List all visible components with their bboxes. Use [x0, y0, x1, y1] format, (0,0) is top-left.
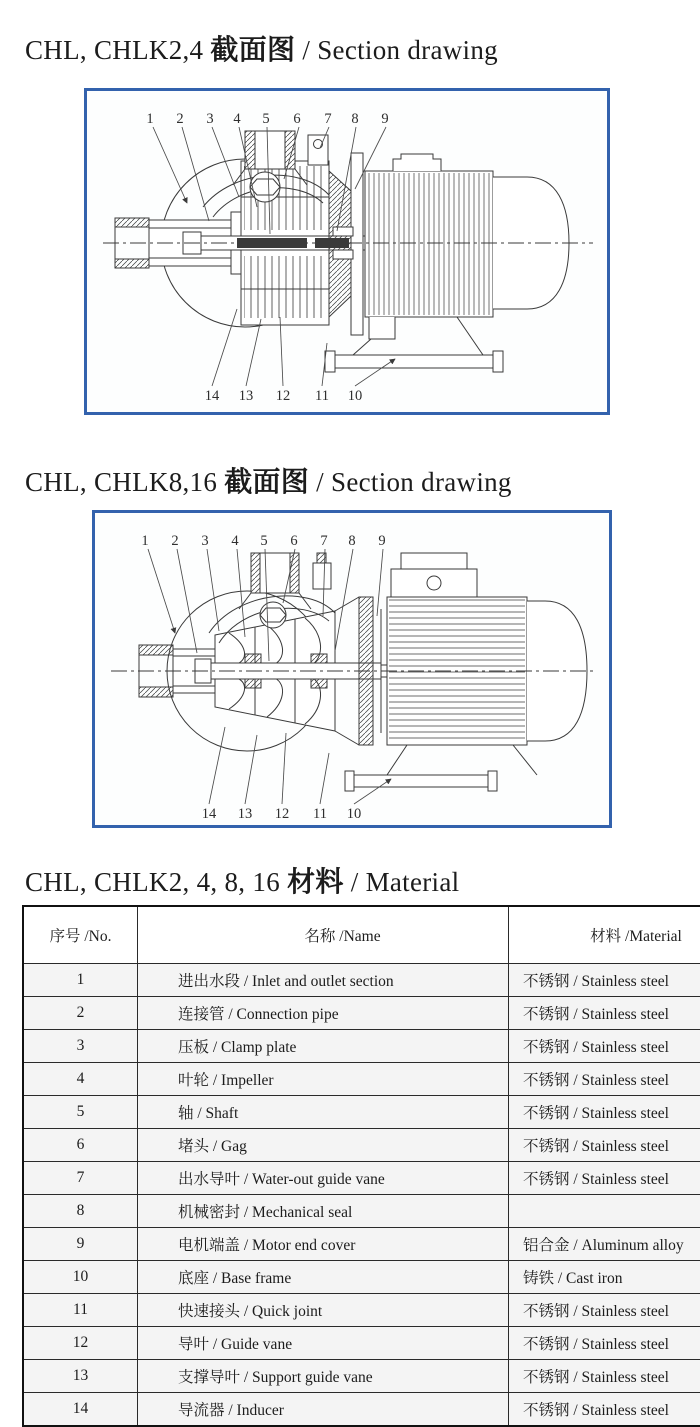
cell-name: 底座 / Base frame	[138, 1261, 509, 1294]
cell-name: 支撑导叶 / Support guide vane	[138, 1360, 509, 1393]
cell-name: 出水导叶 / Water-out guide vane	[138, 1162, 509, 1195]
cell-name: 压板 / Clamp plate	[138, 1030, 509, 1063]
callout-label: 10	[347, 806, 362, 822]
title-model-text: CHL, CHLK2, 4, 8, 16	[25, 867, 287, 897]
callout-label: 14	[202, 806, 217, 822]
title-en-text: / Section drawing	[309, 467, 512, 497]
section-title-material	[25, 860, 459, 900]
cell-no: 14	[23, 1393, 138, 1427]
callout-label: 4	[233, 111, 241, 127]
callout-label: 13	[239, 388, 254, 404]
title-model-text: CHL, CHLK2,4	[25, 35, 210, 65]
title-cjk-text: 截面图	[224, 467, 309, 498]
header-name: 名称 /Name	[138, 906, 509, 964]
table-row	[23, 1360, 700, 1393]
callout-label: 6	[290, 533, 297, 549]
table-row	[23, 1261, 700, 1294]
table-row	[23, 1228, 700, 1261]
header-no: 序号 /No.	[23, 906, 138, 964]
cell-material: 不锈钢 / Stainless steel	[509, 1294, 700, 1327]
callout-label: 1	[146, 111, 153, 127]
callout-label: 7	[320, 533, 327, 549]
drawing-frame-chl816	[92, 510, 612, 828]
cell-name: 快速接头 / Quick joint	[138, 1294, 509, 1327]
callout-label: 11	[313, 806, 327, 822]
cell-no: 8	[23, 1195, 138, 1228]
table-row	[23, 1063, 700, 1096]
cell-no: 5	[23, 1096, 138, 1129]
cell-material: 不锈钢 / Stainless steel	[509, 997, 700, 1030]
cell-material: 不锈钢 / Stainless steel	[509, 1393, 700, 1427]
cell-no: 7	[23, 1162, 138, 1195]
callout-label: 10	[348, 388, 363, 404]
cell-name: 堵头 / Gag	[138, 1129, 509, 1162]
cell-material: 不锈钢 / Stainless steel	[509, 964, 700, 997]
cell-no: 3	[23, 1030, 138, 1063]
material-table-body	[23, 964, 700, 1427]
callout-label: 11	[315, 388, 329, 404]
cell-material: 不锈钢 / Stainless steel	[509, 1030, 700, 1063]
section-title-chl816	[25, 460, 512, 500]
callout-label: 2	[176, 111, 183, 127]
callout-label: 5	[262, 111, 269, 127]
table-row	[23, 997, 700, 1030]
cell-name: 导叶 / Guide vane	[138, 1327, 509, 1360]
pump-head-outline	[115, 131, 383, 335]
table-row	[23, 1129, 700, 1162]
cell-no: 6	[23, 1129, 138, 1162]
callout-label: 13	[238, 806, 253, 822]
table-row	[23, 1393, 700, 1427]
callout-label: 12	[275, 806, 290, 822]
header-material: 材料 /Material	[509, 906, 700, 964]
cell-material: 不锈钢 / Stainless steel	[509, 1063, 700, 1096]
cell-material: 铝合金 / Aluminum alloy	[509, 1228, 700, 1261]
cell-name: 导流器 / Inducer	[138, 1393, 509, 1427]
cell-material	[509, 1195, 700, 1228]
cell-no: 1	[23, 964, 138, 997]
cell-name: 连接管 / Connection pipe	[138, 997, 509, 1030]
cell-no: 10	[23, 1261, 138, 1294]
title-en-text: / Material	[344, 867, 460, 897]
cell-name: 电机端盖 / Motor end cover	[138, 1228, 509, 1261]
cell-material: 不锈钢 / Stainless steel	[509, 1360, 700, 1393]
drawing-frame-chl24	[84, 88, 610, 415]
callout-label: 9	[378, 533, 385, 549]
cell-material: 铸铁 / Cast iron	[509, 1261, 700, 1294]
table-row	[23, 1294, 700, 1327]
table-row	[23, 1195, 700, 1228]
cell-material: 不锈钢 / Stainless steel	[509, 1327, 700, 1360]
callout-label: 12	[276, 388, 291, 404]
cell-no: 13	[23, 1360, 138, 1393]
callout-label: 2	[171, 533, 178, 549]
cell-no: 11	[23, 1294, 138, 1327]
callout-label: 9	[381, 111, 388, 127]
table-header-row	[23, 906, 700, 964]
cell-material: 不锈钢 / Stainless steel	[509, 1162, 700, 1195]
pump-section-drawing-chl816-image	[95, 513, 609, 825]
cell-name: 叶轮 / Impeller	[138, 1063, 509, 1096]
callout-label: 5	[260, 533, 267, 549]
section-title-chl24	[25, 28, 498, 68]
callout-label: 7	[324, 111, 331, 127]
cell-material: 不锈钢 / Stainless steel	[509, 1129, 700, 1162]
callout-label: 14	[205, 388, 220, 404]
callout-label: 4	[231, 533, 239, 549]
callout-label: 3	[201, 533, 208, 549]
pump-section-drawing-chl24-image	[87, 91, 607, 412]
cell-name: 机械密封 / Mechanical seal	[138, 1195, 509, 1228]
cell-no: 2	[23, 997, 138, 1030]
callout-label: 1	[141, 533, 148, 549]
cell-no: 9	[23, 1228, 138, 1261]
cell-no: 4	[23, 1063, 138, 1096]
title-cjk-text: 截面图	[210, 35, 295, 66]
table-row	[23, 1327, 700, 1360]
cell-no: 12	[23, 1327, 138, 1360]
cell-name: 进出水段 / Inlet and outlet section	[138, 964, 509, 997]
callout-label: 8	[351, 111, 358, 127]
table-row	[23, 1096, 700, 1129]
material-table	[22, 905, 700, 1427]
table-row	[23, 964, 700, 997]
callout-label: 3	[206, 111, 213, 127]
motor-outline	[345, 553, 587, 791]
callout-label: 6	[293, 111, 300, 127]
table-row	[23, 1162, 700, 1195]
table-row	[23, 1030, 700, 1063]
cell-material: 不锈钢 / Stainless steel	[509, 1096, 700, 1129]
title-en-text: / Section drawing	[295, 35, 498, 65]
title-cjk-text: 材料	[287, 867, 344, 898]
cell-name: 轴 / Shaft	[138, 1096, 509, 1129]
title-model-text: CHL, CHLK8,16	[25, 467, 224, 497]
callout-label: 8	[348, 533, 355, 549]
